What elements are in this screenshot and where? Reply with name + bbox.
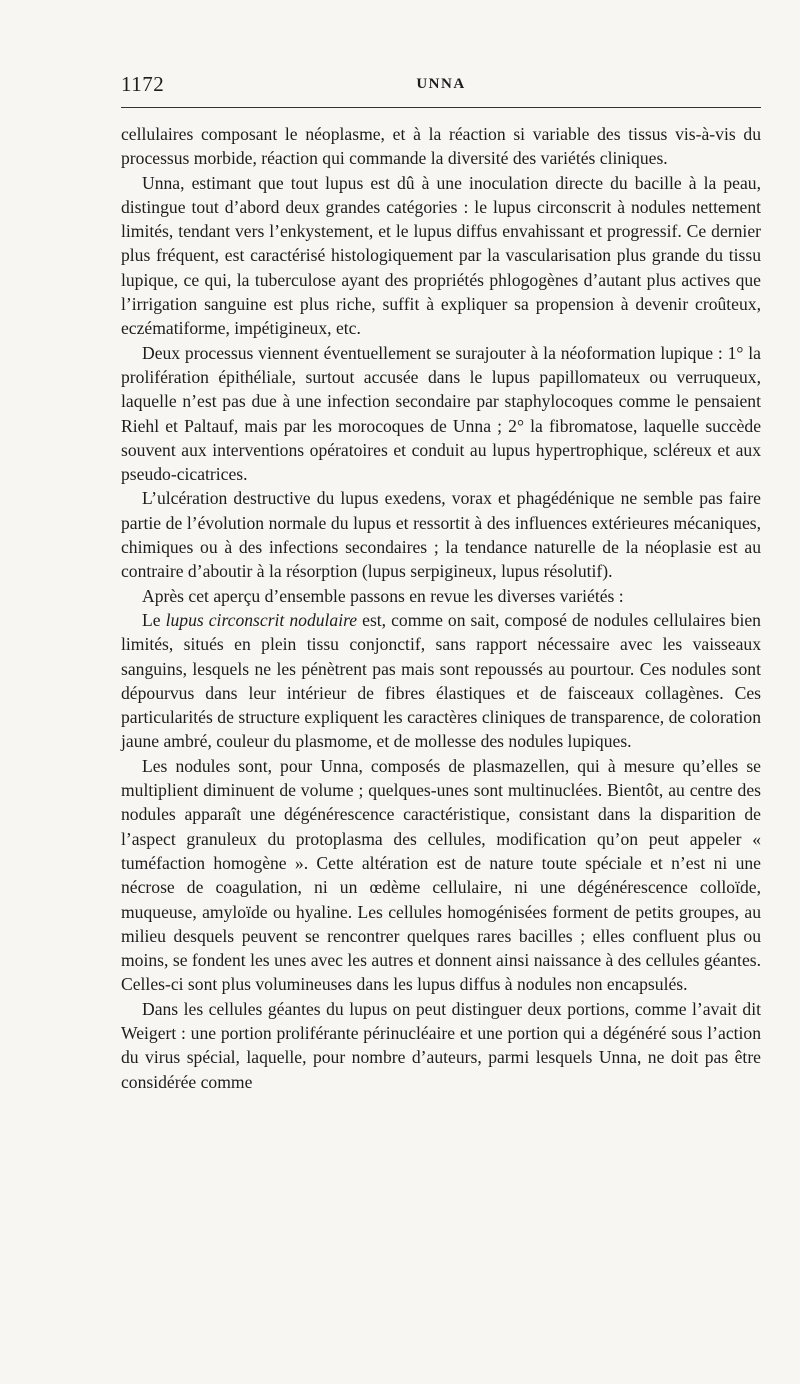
body-text <box>121 122 761 1094</box>
paragraph-lead: Le <box>142 609 161 630</box>
paragraph-nodular <box>121 608 761 754</box>
paragraph: Dans les cellules géantes du lupus on peut distinguer deux portions, comme l’avait dit Weigert : une portion proliférante périnucléaire et une portion qui a dégénéré sous l’action du virus spécial, laquelle, pour nombre d’auteurs, parmi lesquels Unna, ne doit pas être considérée comme <box>121 998 761 1092</box>
italic-term: lupus circonscrit nodulaire <box>165 609 358 630</box>
page-header <box>121 72 761 108</box>
page-number: 1172 <box>121 72 165 96</box>
paragraph: L’ulcération destructive du lupus exedens, vorax et phagédénique ne semble pas faire partie de l’évolution normale du lupus et ressortit à des influences extérieures mécaniques, chimiques ou à des infections secondaires ; la tendance naturelle de la néoplasie est au contraire d’aboutir à la résorption (lupus serpigineux, lupus résolutif). <box>121 488 761 582</box>
paragraph: Après cet aperçu d’ensemble passons en revue les diverses variétés : <box>142 585 624 606</box>
paragraph: Les nodules sont, pour Unna, composés de plasmazellen, qui à mesure qu’elles se multiplient diminuent de volume ; quelques-unes sont multinuclées. Bientôt, au centre des nodules apparaît une dégénérescence caractéristique, consistant dans la disparition de l’aspect granuleux du protoplasma des cellules, modification qu’on peut appeler « tuméfaction homogène ». Cette altération est de nature toute spéciale et n’est ni une nécrose de coagulation, ni un œdème cellulaire, ni une dégénérescence colloïde, muqueuse, amyloïde ou hyaline. Les cellules homogénisées forment de petits groupes, au milieu desquels peuvent se rencontrer quelques rares bacilles ; elles confluent plus ou moins, se fondent les unes avec les autres et donnent ainsi naissance à des cellules géantes. Celles-ci sont plus volumineuses dans les lupus diffus à nodules non encapsulés. <box>121 755 761 995</box>
paragraph-rest: est, comme on sait, composé de nodules cellulaires bien limités, situés en plein tissu conjonctif, sans rapport nécessaire avec les vaisseaux sanguins, lesquels ne les pénètrent pas mais sont repoussés au pourtour. Ces nodules sont dépourvus dans leur intérieur de fibres élastiques et de faisceaux collagènes. Ces particularités de structure expliquent les caractères cliniques de transparence, de coloration jaune ambré, couleur du plasmome, et de mollesse des nodules lupiques. <box>121 609 761 752</box>
header-rule <box>121 107 761 108</box>
paragraph: Deux processus viennent éventuellement se surajouter à la néoformation lupique : 1° la prolifération épithéliale, surtout accusée dans le lupus papillomateux ou verruqueux, laquelle n’est pas due à une infection secondaire par staphylocoques comme le pensaient Riehl et Paltauf, mais par les morocoques de Unna ; 2° la fibromatose, laquelle succède souvent aux interventions opératoires et conduit au lupus hypertrophique, scléreux et aux pseudo-cicatrices. <box>121 342 761 485</box>
paragraph: cellulaires composant le néoplasme, et à la réaction si variable des tissus vis-à-vis du processus morbide, réaction qui commande la diversité des variétés cliniques. <box>121 124 761 169</box>
running-head: UNNA <box>416 76 466 92</box>
paragraph: Unna, estimant que tout lupus est dû à une inoculation directe du bacille à la peau, distingue tout d’abord deux grandes catégories : le lupus circonscrit à nodules nettement limités, tendant vers l’enkystement, et le lupus diffus envahissant et progressif. Ce dernier plus fréquent, est caractérisé histologiquement par la vascularisation plus grande du tissu lupique, ce qui, la tuberculose ayant des propriétés phlogogènes d’autant plus actives que l’irrigation sanguine est plus riche, suffit à expliquer sa propension à devenir croûteux, eczématiforme, impétigineux, etc. <box>121 172 761 339</box>
